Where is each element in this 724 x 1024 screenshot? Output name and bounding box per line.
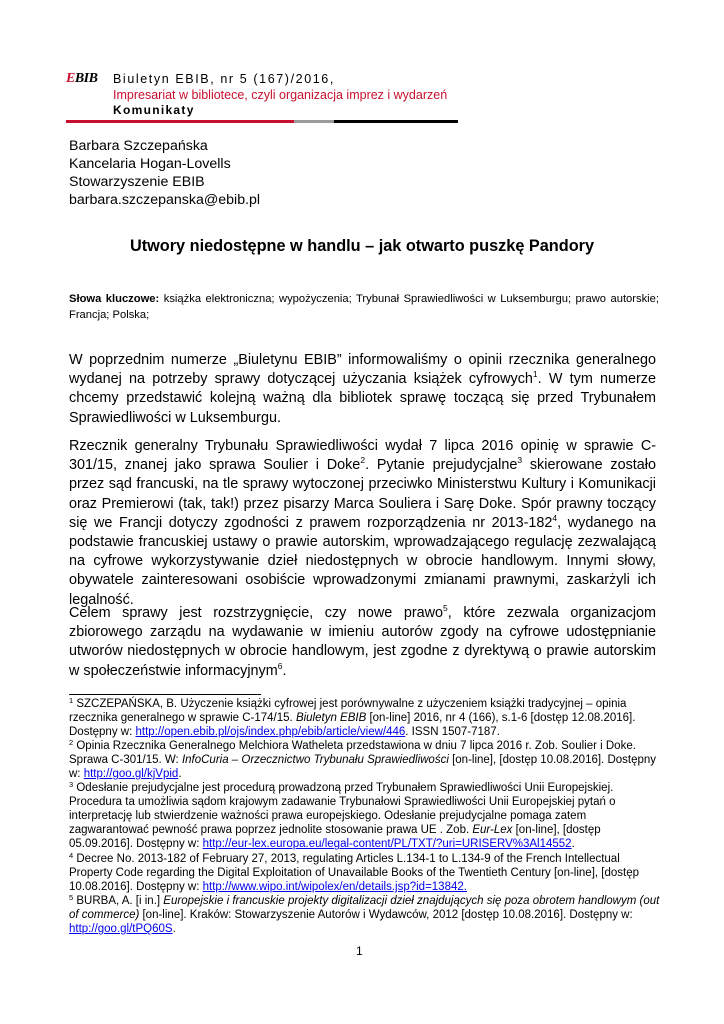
footnote-3-link[interactable]: http://eur-lex.europa.eu/legal-content/PL/TXT/?uri=URISERV%3Al14552 [202, 838, 572, 851]
footnote-ref-1: 1 [532, 369, 538, 380]
issue-theme: Impresariat w bibliotece, czyli organizacja imprez i wydarzeń [113, 88, 448, 102]
footnote-1-text-c: . ISSN 1507-7187. [405, 726, 500, 739]
footnote-5-text-b: [on-line]. Kraków: Stowarzyszenie Autorów i Wydawców, 2012 [dostęp 10.08.2016]. Dostępny w: [139, 909, 633, 922]
p2-text-d: , wydanego na podstawie francuskiej ustawy o prawie autorskim, wprowadzającego regulację zezwalającą na cyfrowe wykorzystywanie dzieł niedostępnych w obrocie handlowym. Innymi słowy, obywatele zainteresowani osobiście wprowadzonymi zmianami prawnymi, zaskarżyli ich legalność. [69, 514, 656, 608]
article-title: Utwory niedostępne w handlu – jak otwarto puszkę Pandory [129, 237, 595, 255]
footnote-2-number: 2 [69, 738, 74, 747]
footnote-ref-3: 3 [517, 455, 523, 466]
header-bar-gray [294, 120, 334, 123]
p3-text-a: Celem sprawy jest rozstrzygnięcie, czy nowe prawo [69, 605, 444, 621]
footnote-3-number: 3 [69, 780, 74, 789]
paragraph-1 [69, 351, 656, 428]
footnote-3-italic: Eur-Lex [472, 824, 513, 837]
footnote-2-text-c: . [178, 768, 182, 781]
logo-e: E [66, 71, 75, 86]
footnote-ref-6: 6 [277, 660, 283, 671]
footnote-ref-4: 4 [552, 512, 558, 523]
paragraph-3 [69, 604, 656, 681]
footnote-1 [69, 697, 661, 739]
ebib-logo [66, 71, 97, 87]
footnote-5-text-a: BURBA, A. [i in.] [73, 895, 164, 907]
keywords-list: książka elektroniczna; wypożyczenia; Trybunał Sprawiedliwości w Luksemburgu; prawo autorskie; Francja; Polska; [69, 293, 659, 321]
footnote-5-link[interactable]: http://goo.gl/tPQ60S [69, 923, 173, 936]
header-bar-black [334, 120, 458, 123]
paragraph-2 [69, 437, 656, 610]
footnote-1-link[interactable]: http://open.ebib.pl/ojs/index.php/ebib/article/view/446 [135, 726, 406, 739]
journal-title: Biuletyn EBIB, nr 5 (167)/2016, [113, 72, 335, 86]
page-number: 1 [356, 944, 363, 958]
author-email: barbara.szczepanska@ebib.pl [69, 192, 261, 208]
p1-text-b: . W tym numerze chcemy przedstawić kolejną ważną dla bibliotek sprawę toczącą się przed Trybunałem Sprawiedliwości w Luksemburgu. [69, 371, 657, 426]
p1-text-a: W poprzednim numerze „Biuletynu EBIB” informowaliśmy o opinii rzecznika generalnego wydanej na potrzeby sprawy dotyczącej użyczania książek cyfrowych [69, 352, 656, 388]
footnote-3-text-c: . [571, 838, 575, 851]
p2-text-c: skierowane zostało przez sąd francuski, na tle sprawy wytoczonej przeciwko Ministerstwu Kultury i Komunikacji oraz Premierowi (tak, tak!) przez pisarzy Marca Souliera i Sarę Doke. Spór prawny toczący się we Francji dotyczy zgodności z prawem rozporządzenia nr 2013-182 [69, 457, 657, 531]
p3-text-c: . [282, 662, 287, 679]
author-name: Barbara Szczepańska [69, 138, 208, 154]
footnote-4-link[interactable]: http://www.wipo.int/wipolex/en/details.jsp?id=13842. [202, 881, 467, 894]
footnote-ref-2: 2 [360, 455, 366, 466]
footnote-2-text-b: [on-line], [dostęp 10.08.2016]. Dostępny w: [69, 754, 657, 781]
footnote-3-text-a: Odesłanie prejudycjalne jest procedurą prowadzoną przed Trybunałem Sprawiedliwości Unii Europejskiej. Procedura ta umożliwia sądom krajowym zadawanie Trybunałowi Sprawiedliwości Unii Europejskiej pytań o interpretację lub stwierdzenie ważności prawa europejskiego. Odesłanie prejudycjalne pomaga zatem zagwarantować pewność prawa poprzez jednolite stosowanie prawa UE . Zob. [69, 782, 616, 837]
section-label: Komunikaty [113, 103, 195, 117]
footnote-5 [69, 894, 661, 936]
footnote-3-text-b: [on-line], [dostęp 05.09.2016]. Dostępny w: [69, 824, 601, 851]
footnote-5-number: 5 [69, 893, 74, 902]
footnote-2-italic: InfoCuria – Orzecznictwo Trybunału Sprawiedliwości [181, 754, 449, 767]
footnote-3 [69, 781, 661, 851]
footnote-separator [69, 694, 261, 695]
keywords-label: Słowa kluczowe: [69, 293, 160, 305]
footnote-4-text-a: Decree No. 2013-182 of February 27, 2013, regulating Articles L.134-1 to L.134-9 of the French Intellectual Property Code regarding the Digital Exploitation of Unavailable Books of the Twentieth Century [on-line], [dostęp 10.08.2016]. Dostępny w: [69, 853, 640, 894]
keywords [69, 292, 659, 323]
logo-rest: BIB [74, 71, 98, 86]
footnote-1-number: 1 [69, 696, 74, 705]
footnote-2-link[interactable]: http://goo.gl/kjVpid [83, 768, 179, 781]
p3-text-b: , które zezwala organizacjom zbiorowego zarządu na wydawanie w imieniu autorów zgody na cyfrowe udostępnianie utworów niedostępnych w obrocie handlowym, jest zgodne z dyrektywą o prawie autorskim w społeczeństwie informacyjnym [69, 605, 657, 679]
footnote-1-text-b: [on-line] 2016, nr 4 (166), s.1-6 [dostęp 12.08.2016]. Dostępny w: [69, 712, 636, 739]
footnote-5-text-c: . [172, 923, 176, 936]
p2-text-b: . Pytanie prejudycjalne [365, 457, 518, 474]
header-bar-red [66, 120, 294, 123]
footnote-2 [69, 739, 661, 781]
p2-text-a: Rzecznik generalny Trybunału Sprawiedliwości wydał 7 lipca 2016 opinię w sprawie C-301/15, znanej jako sprawa Soulier i Doke [69, 438, 656, 474]
footnote-2-text-a: Opinia Rzecznika Generalnego Melchiora Watheleta przedstawiona w dniu 7 lipca 2016 r. Zob. Soulier i Doke. Sprawa C-301/15. W: [69, 740, 636, 767]
footnote-1-text-a: SZCZEPAŃSKA, B. Użyczenie książki cyfrowej jest porównywalne z użyczeniem książki tradycyjnej – opinia rzecznika generalnego w sprawie C-174/15. [69, 698, 627, 725]
footnote-5-italic: Europejskie i francuskie projekty digitalizacji dzieł znajdujących się poza obrotem handlowym (out of commerce) [69, 895, 660, 922]
footnote-4 [69, 852, 661, 894]
author-affiliation-1: Kancelaria Hogan-Lovells [69, 156, 231, 172]
footnote-4-number: 4 [69, 851, 74, 860]
author-affiliation-2: Stowarzyszenie EBIB [69, 174, 205, 190]
footnote-1-italic: Biuletyn EBIB [295, 712, 367, 725]
footnote-ref-5: 5 [443, 603, 448, 613]
